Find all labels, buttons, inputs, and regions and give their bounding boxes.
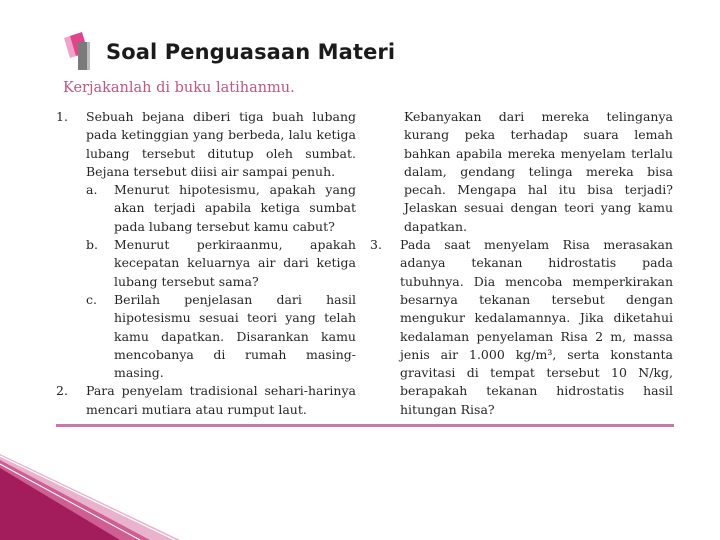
sub-question-label: a. (86, 182, 98, 198)
question-number: 1. (56, 109, 68, 124)
sub-question-a (56, 181, 356, 236)
sub-question-text: Menurut perkiraanmu, apakah kecepatan keluarnya air dari ketiga lubang tersebut sama? (114, 237, 356, 289)
question-text: Sebuah bejana diberi tiga buah lubang pada ketinggian yang berbeda, lalu ketiga lubang tersebut ditutup oleh sumbat. Bejana tersebut diisi air sampai penuh. (86, 109, 356, 179)
sub-question-text: Berilah penjelasan dari hasil hipotesismu sesuai teori yang telah kamu dapatkan. Disarankan kamu mencobanya di rumah masing-masing. (114, 291, 356, 381)
corner-decoration (0, 450, 720, 540)
question-text: Para penyelam tradisional sehari-harinya mencari mutiara atau rumput laut. (86, 383, 356, 417)
section-title: Soal Penguasaan Materi (106, 40, 396, 64)
question-number: 3. (370, 237, 382, 253)
question-2-continued: Kebanyakan dari mereka telinganya kurang peka terhadap suara lemah bahkan apabila mereka menyelam terlalu dalam, gendang telinga mereka bisa pecah. Mengapa hal itu bisa terjadi? Jelaskan sesuai dengan teori yang kamu dapatkan. (404, 109, 673, 234)
sub-question-text: Menurut hipotesismu, apakah yang akan terjadi apabila ketiga sumbat pada lubang tersebut kamu cabut? (114, 182, 356, 234)
sub-question-b (56, 236, 356, 291)
right-column (370, 108, 673, 419)
instruction-text: Kerjakanlah di buku latihanmu. (63, 80, 295, 96)
question-number: 2. (56, 383, 68, 399)
left-column (56, 108, 356, 419)
sub-question-c (56, 291, 356, 382)
question-2 (56, 382, 356, 419)
question-1 (56, 108, 356, 181)
question-text: Pada saat menyelam Risa merasakan adanya tekanan hidrostatis pada tubuhnya. Dia mencoba memperkirakan besarnya tekanan tersebut dengan mengukur kedalamannya. Jika diketahui kedalaman penyelaman Risa 2 m, massa jenis air 1.000 kg/m³, serta konstanta gravitasi di tempat tersebut 10 N/kg, berapakah tekanan hidrostatis hasil hitungan Risa? (400, 237, 673, 417)
sub-question-label: c. (86, 291, 97, 307)
sub-question-label: b. (86, 237, 98, 253)
bottom-divider (56, 424, 674, 427)
book-pages-icon (62, 32, 102, 72)
question-3 (370, 236, 673, 419)
